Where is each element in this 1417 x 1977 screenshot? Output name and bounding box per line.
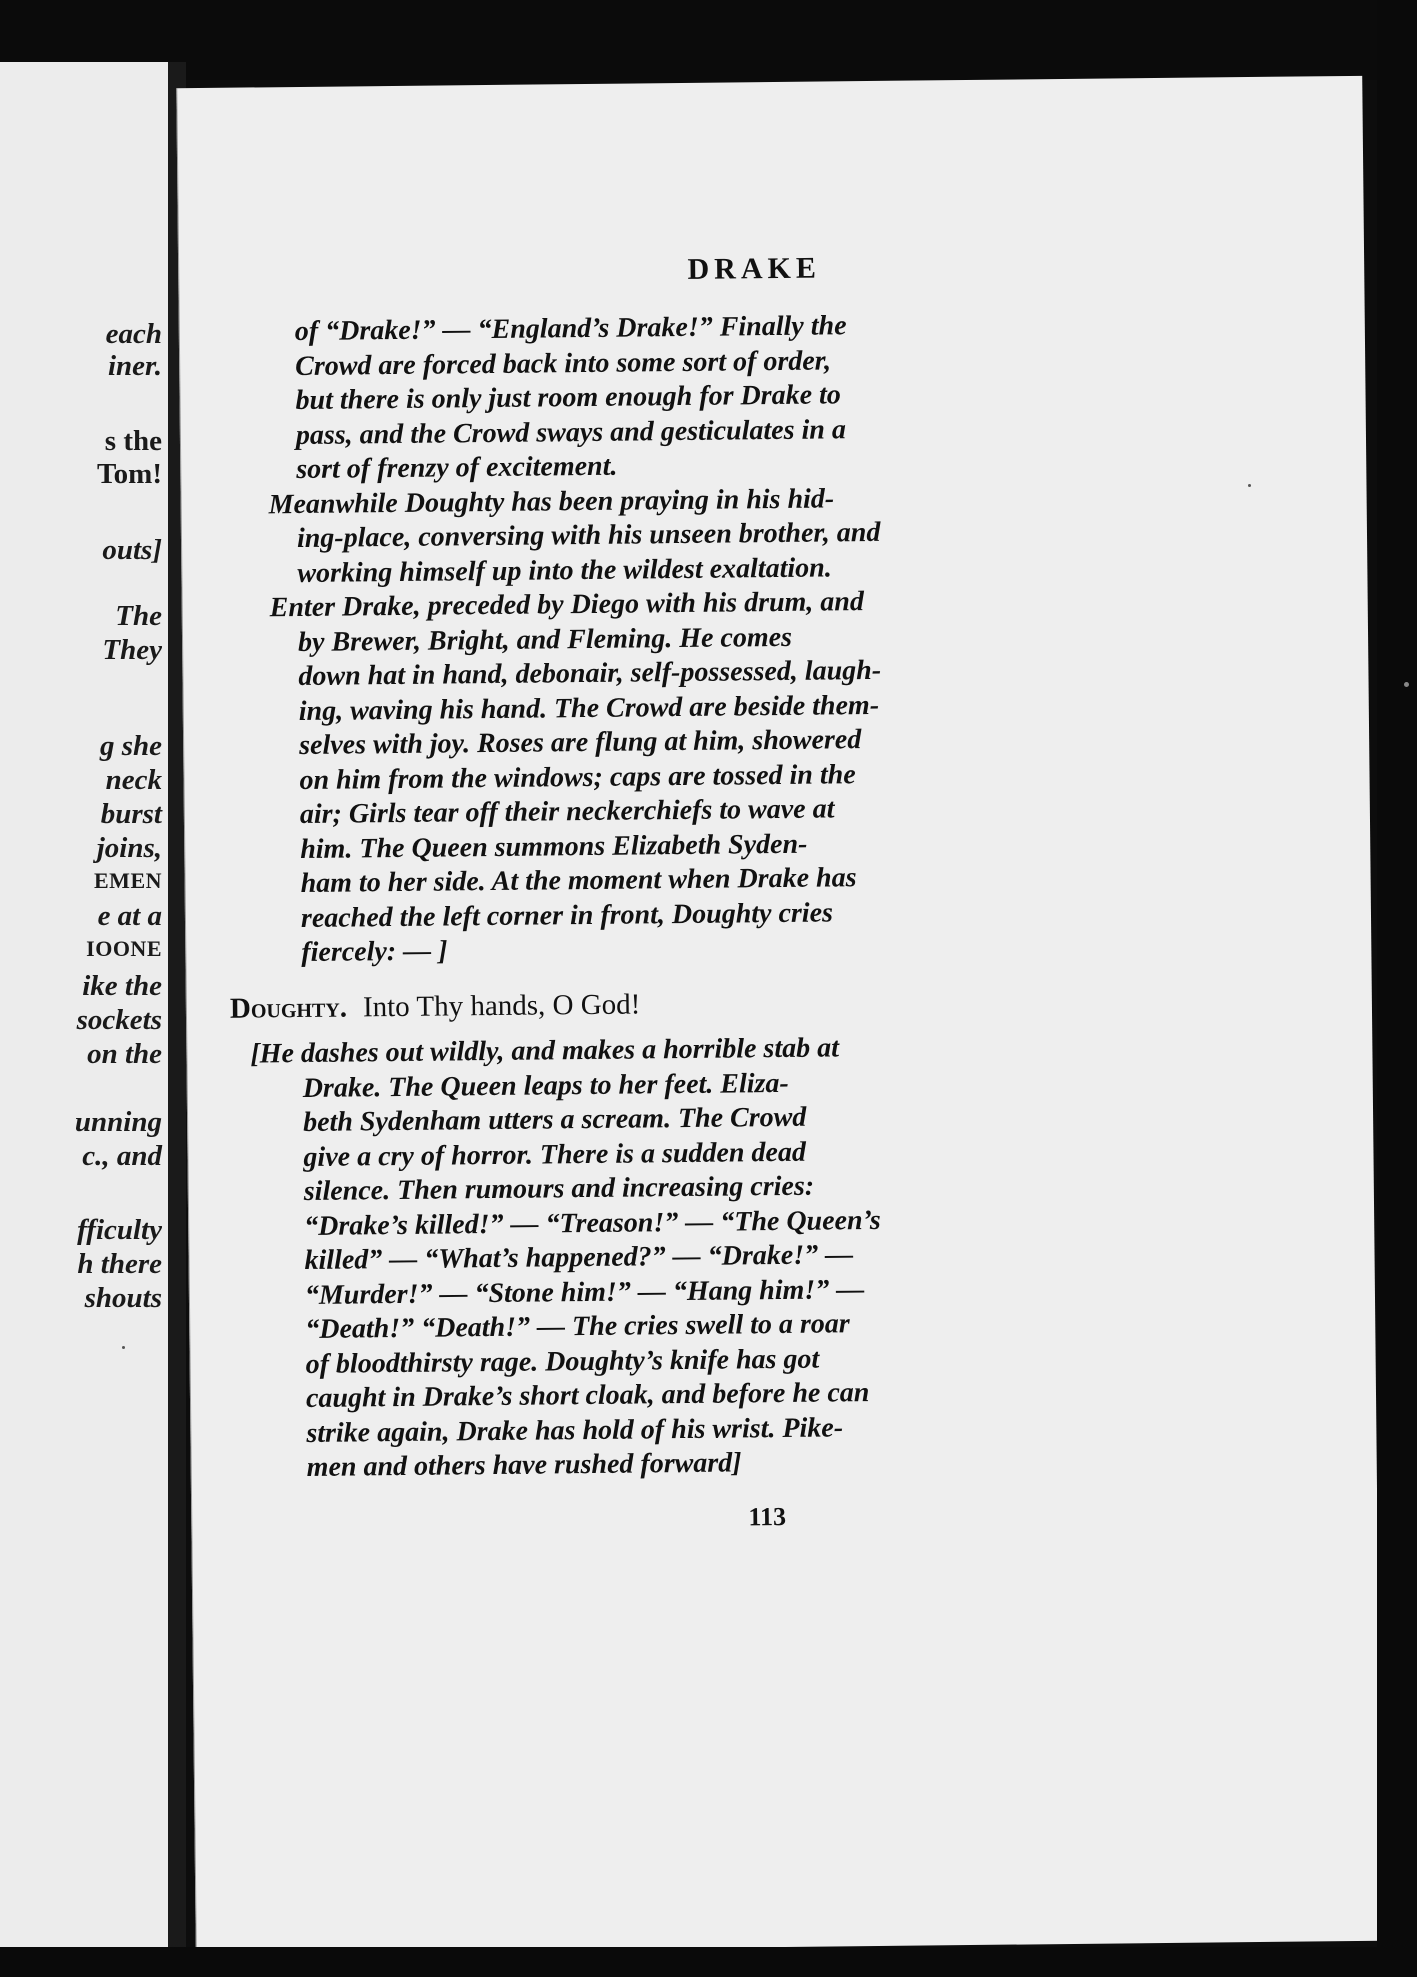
stage-direction-line: sort of frenzy of excitement. [296,450,618,486]
facing-page-fragment: unning [74,1106,162,1138]
speech [230,983,1062,1026]
facing-page-fragment: IOONE [86,936,162,961]
stage-direction [250,1029,1067,1485]
facing-page-fragment: each [105,318,162,350]
facing-page-left [0,62,168,1977]
stage-direction-line: beth Sydenham utters a scream. The Crowd [302,1101,807,1138]
scan-top-edge [0,0,1417,80]
stage-direction-line: by Brewer, Bright, and Fleming. He comes [297,621,793,658]
stage-direction-line: Enter Drake, preceded by Diego with his drum, and [269,586,865,624]
stage-direction [269,583,1062,970]
running-head: DRAKE [687,251,822,286]
facing-page-fragment: outs] [102,534,162,566]
stage-direction-line: of “Drake!” — “England’s Drake!” Finally the [294,310,847,348]
stage-direction-line: fiercely: — ] [301,935,448,968]
stage-direction-line: ing-place, conversing with his unseen brother, and [296,516,881,555]
stage-direction-line: reached the left corner in front, Doughty cries [300,896,834,934]
speech-text: Into Thy hands, O God! [362,987,641,1023]
facing-page-fragment: iner. [108,350,162,382]
stage-direction [295,307,1057,487]
facing-page-fragment: The [115,600,162,632]
facing-page-fragment: h there [77,1248,162,1280]
stage-direction-line: [He dashes out wildly, and makes a horrible stab at [250,1032,840,1070]
stage-direction-line: Meanwhile Doughty has been praying in his hid- [268,482,835,520]
stage-direction-line: pass, and the Crowd sways and gesticulates in a [295,413,847,451]
speaker-name: Doughty. [229,991,348,1025]
dust-speck [122,1346,125,1349]
facing-page-fragment: sockets [76,1004,162,1036]
dust-speck [1248,484,1251,487]
stage-direction-line: but there is only just room enough for Drake to [295,379,841,417]
stage-direction-line: on him from the windows; caps are tossed in the [299,758,856,796]
facing-page-fragment: e at a [97,900,162,932]
stage-direction-line: give a cry of horror. There is a sudden dead [303,1136,807,1173]
stage-direction-line: down hat in hand, debonair, self-possessed, laugh- [298,654,882,693]
stage-direction-line: Drake. The Queen leaps to her feet. Eliza- [302,1067,789,1104]
stage-direction-line: “Death!” “Death!” — The cries swell to a roar [305,1308,850,1345]
facing-page-fragment: ike the [82,970,162,1002]
stage-direction-line: killed” — “What’s happened?” — “Drake!” — [304,1239,854,1276]
stage-direction-line: Crowd are forced back into some sort of order, [295,344,832,382]
stage-direction-line: silence. Then rumours and increasing cries: [303,1170,815,1207]
facing-page-fragment: joins, [96,832,162,864]
stage-direction-line: strike again, Drake has hold of his wrist. Pike- [306,1411,844,1449]
stage-direction-line: air; Girls tear off their neckerchiefs to wave at [299,793,835,831]
facing-page-fragment: c., and [82,1140,162,1172]
facing-page-fragment: shouts [84,1282,162,1314]
stage-direction-line: him. The Queen summons Elizabeth Syden- [300,828,808,865]
stage-direction-line: ing, waving his hand. The Crowd are beside them- [298,689,880,727]
stage-direction-line: men and others have rushed forward] [306,1447,742,1483]
facing-page-fragment: s the [104,425,162,457]
stage-direction-line: of bloodthirsty rage. Doughty’s knife has got [305,1343,820,1380]
facing-page-fragment: neck [105,764,162,796]
scan-right-edge [1377,0,1417,1977]
scan-bottom-edge [0,1947,1417,1977]
stage-direction-line: selves with joy. Roses are flung at him, showered [298,724,862,762]
facing-page-fragment: Tom! [97,458,162,490]
stage-direction-line: “Drake’s killed!” — “Treason!” — “The Queen’s [304,1204,881,1242]
facing-page-fragment: burst [100,798,162,830]
book-page [176,76,1381,1953]
page-number: 113 [748,1501,787,1532]
stage-direction [268,480,1057,591]
dust-speck [1404,682,1409,687]
page-body-text [229,307,1067,1485]
facing-page-fragment: fficulty [77,1214,162,1246]
stage-direction-line: caught in Drake’s short cloak, and before he can [305,1377,870,1414]
facing-page-fragment: EMEN [94,868,162,893]
facing-page-fragment: on the [87,1038,162,1070]
facing-page-fragment: They [102,634,162,666]
stage-direction-line: working himself up into the wildest exaltation. [297,551,832,589]
stage-direction-line: ham to her side. At the moment when Drake has [300,862,857,900]
facing-page-fragment: g she [99,730,162,762]
stage-direction-line: “Murder!” — “Stone him!” — “Hang him!” — [304,1273,865,1311]
